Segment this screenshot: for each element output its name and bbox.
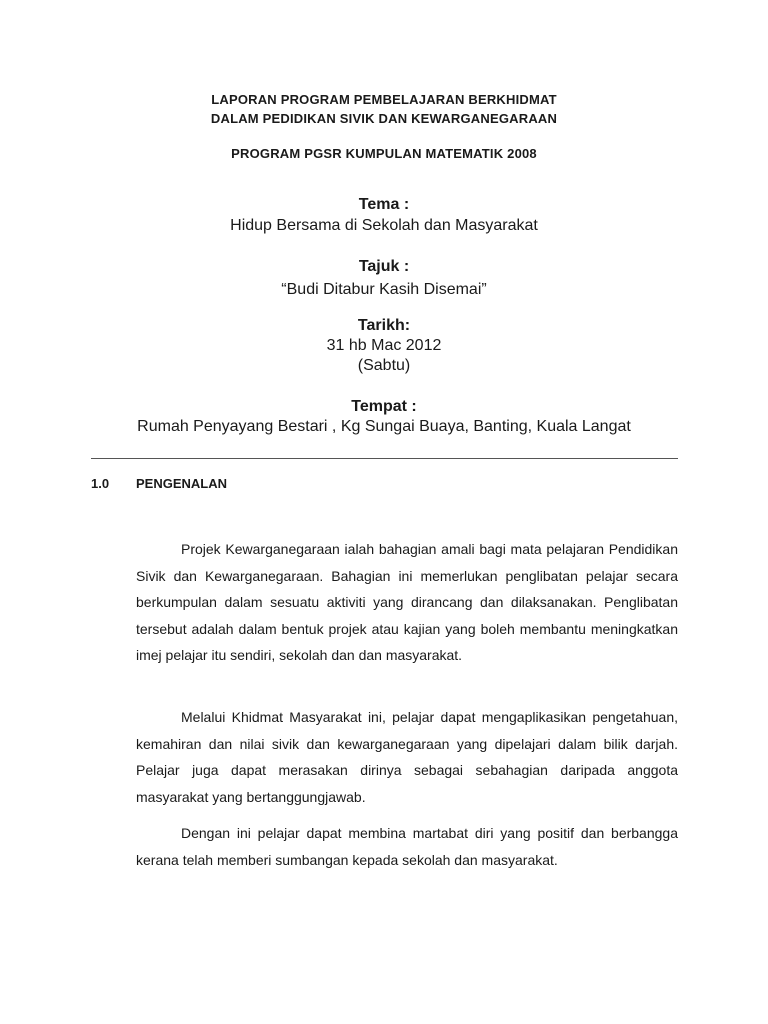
program-title: PROGRAM PGSR KUMPULAN MATEMATIK 2008 (231, 146, 537, 161)
report-title-line-1: LAPORAN PROGRAM PEMBELAJARAN BERKHIDMAT (211, 92, 557, 107)
tarikh-date: 31 hb Mac 2012 (326, 337, 442, 354)
tarikh-day: (Sabtu) (357, 357, 411, 374)
section-title: PENGENALAN (136, 476, 228, 491)
report-title-line-2: DALAM PEDIDIKAN SIVIK DAN KEWARGANEGARAAN (210, 111, 558, 126)
tema-value: Hidup Bersama di Sekolah dan Masyarakat (230, 217, 538, 234)
tema-label: Tema : (358, 196, 410, 213)
paragraph-3: Dengan ini pelajar dapat membina martabat diri yang positif dan berbangga kerana telah memberi sumbangan kepada sekolah dan masyarakat. (136, 825, 678, 868)
tempat-label: Tempat : (351, 398, 417, 415)
paragraph-1: Projek Kewarganegaraan ialah bahagian amali bagi mata pelajaran Pendidikan Sivik dan Kewarganegaraan. Bahagian ini memerlukan penglibatan pelajar secara berkumpulan dalam sesuatu aktiviti yang dirancang dan dilaksanakan. Penglibatan tersebut adalah dalam bentuk projek atau kajian yang boleh membantu meningkatkan imej pelajar itu sendiri, sekolah dan dan masyarakat. (136, 541, 678, 663)
tajuk-value: “Budi Ditabur Kasih Disemai” (281, 281, 487, 298)
tajuk-label: Tajuk : (358, 258, 410, 275)
horizontal-divider (91, 458, 678, 459)
tarikh-label: Tarikh: (357, 317, 411, 334)
section-number: 1.0 (91, 476, 110, 491)
paragraph-2: Melalui Khidmat Masyarakat ini, pelajar dapat mengaplikasikan pengetahuan, kemahiran dan nilai sivik dan kewarganegaraan yang dipelajari dalam bilik darjah. Pelajar juga dapat merasakan dirinya sebagai sebahagian daripada anggota masyarakat yang bertanggungjawab. (136, 709, 678, 805)
tempat-value: Rumah Penyayang Bestari , Kg Sungai Buaya, Banting, Kuala Langat (137, 418, 631, 435)
